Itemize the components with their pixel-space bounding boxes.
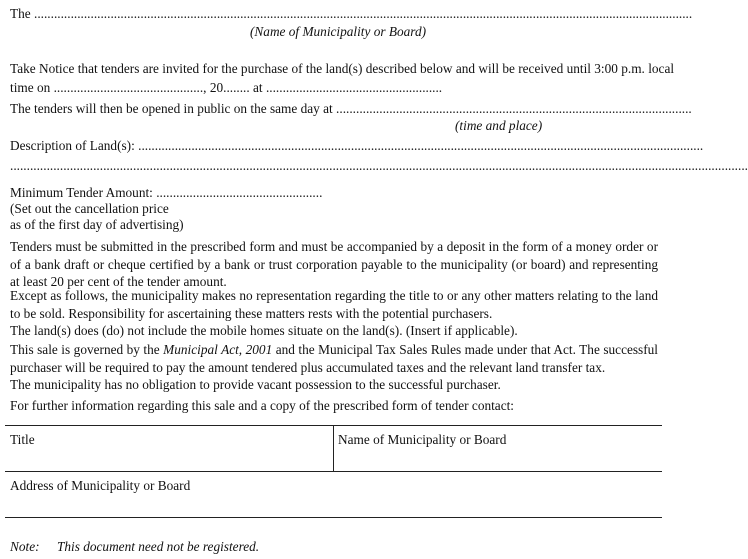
municipal-act-title: Municipal Act, 2001 — [163, 342, 273, 357]
notice-line-1: Take Notice that tenders are invited for the purchase of the land(s) described below and will be received until 3:00 p.m. local — [10, 61, 675, 76]
minimum-tender-amount: Minimum Tender Amount: .................................................. — [10, 185, 323, 200]
governed-paragraph — [10, 341, 658, 376]
except-paragraph: Except as follows, the municipality makes no representation regarding the title to or any other matters relating to the land to be sold. Responsibility for ascertaining these matters rests with the potential purchasers. — [10, 288, 658, 321]
vacant-possession-paragraph: The municipality has no obligation to provide vacant possession to the successful purchaser. — [10, 377, 501, 392]
mobile-homes-paragraph: The land(s) does (do) not include the mobile homes situate on the land(s). (Insert if applicable). — [10, 323, 518, 338]
time-place-caption: (time and place) — [455, 118, 543, 133]
table-middle-border — [5, 471, 662, 472]
minimum-note-2: as of the first day of advertising) — [10, 217, 184, 232]
note-text: This document need not be registered. — [57, 539, 260, 554]
address-field-label: Address of Municipality or Board — [10, 478, 191, 493]
further-info-paragraph: For further information regarding this sale and a copy of the prescribed form of tender contact: — [10, 398, 514, 413]
municipality-name-line: The ...................................................................................................................................................................................................... — [10, 6, 693, 21]
municipality-caption: (Name of Municipality or Board) — [250, 24, 427, 39]
description-continuation: .............................................................................................................................................................................................................................. — [10, 158, 748, 173]
notice-line-2: time on ............................................., 20........ at ..................................................... — [10, 80, 443, 95]
governed-prefix: This sale is governed by the — [10, 342, 164, 357]
table-column-divider — [333, 425, 334, 471]
description-line: Description of Land(s): .......................................................................................................................................................................... — [10, 138, 704, 153]
municipality-name-field-label: Name of Municipality or Board — [338, 432, 507, 447]
title-field-label: Title — [10, 432, 35, 447]
table-bottom-border — [5, 517, 662, 518]
minimum-note-1: (Set out the cancellation price — [10, 201, 169, 216]
opened-line: The tenders will then be opened in public on the same day at ........................................................................................................... — [10, 101, 692, 116]
governed-suffix: and the Municipal Tax Sales Rules made under that Act. The successful purchaser will be required to pay the amount tendered plus accumulated taxes and the relevant land transfer tax. — [10, 342, 658, 375]
note-label: Note: — [10, 539, 40, 554]
tenders-paragraph: Tenders must be submitted in the prescribed form and must be accompanied by a deposit in the form of a money order or of a bank draft or cheque certified by a bank or trust corporation payable to the municipality (or board) and representing at least 20 per cent of the tender amount. — [10, 239, 658, 290]
